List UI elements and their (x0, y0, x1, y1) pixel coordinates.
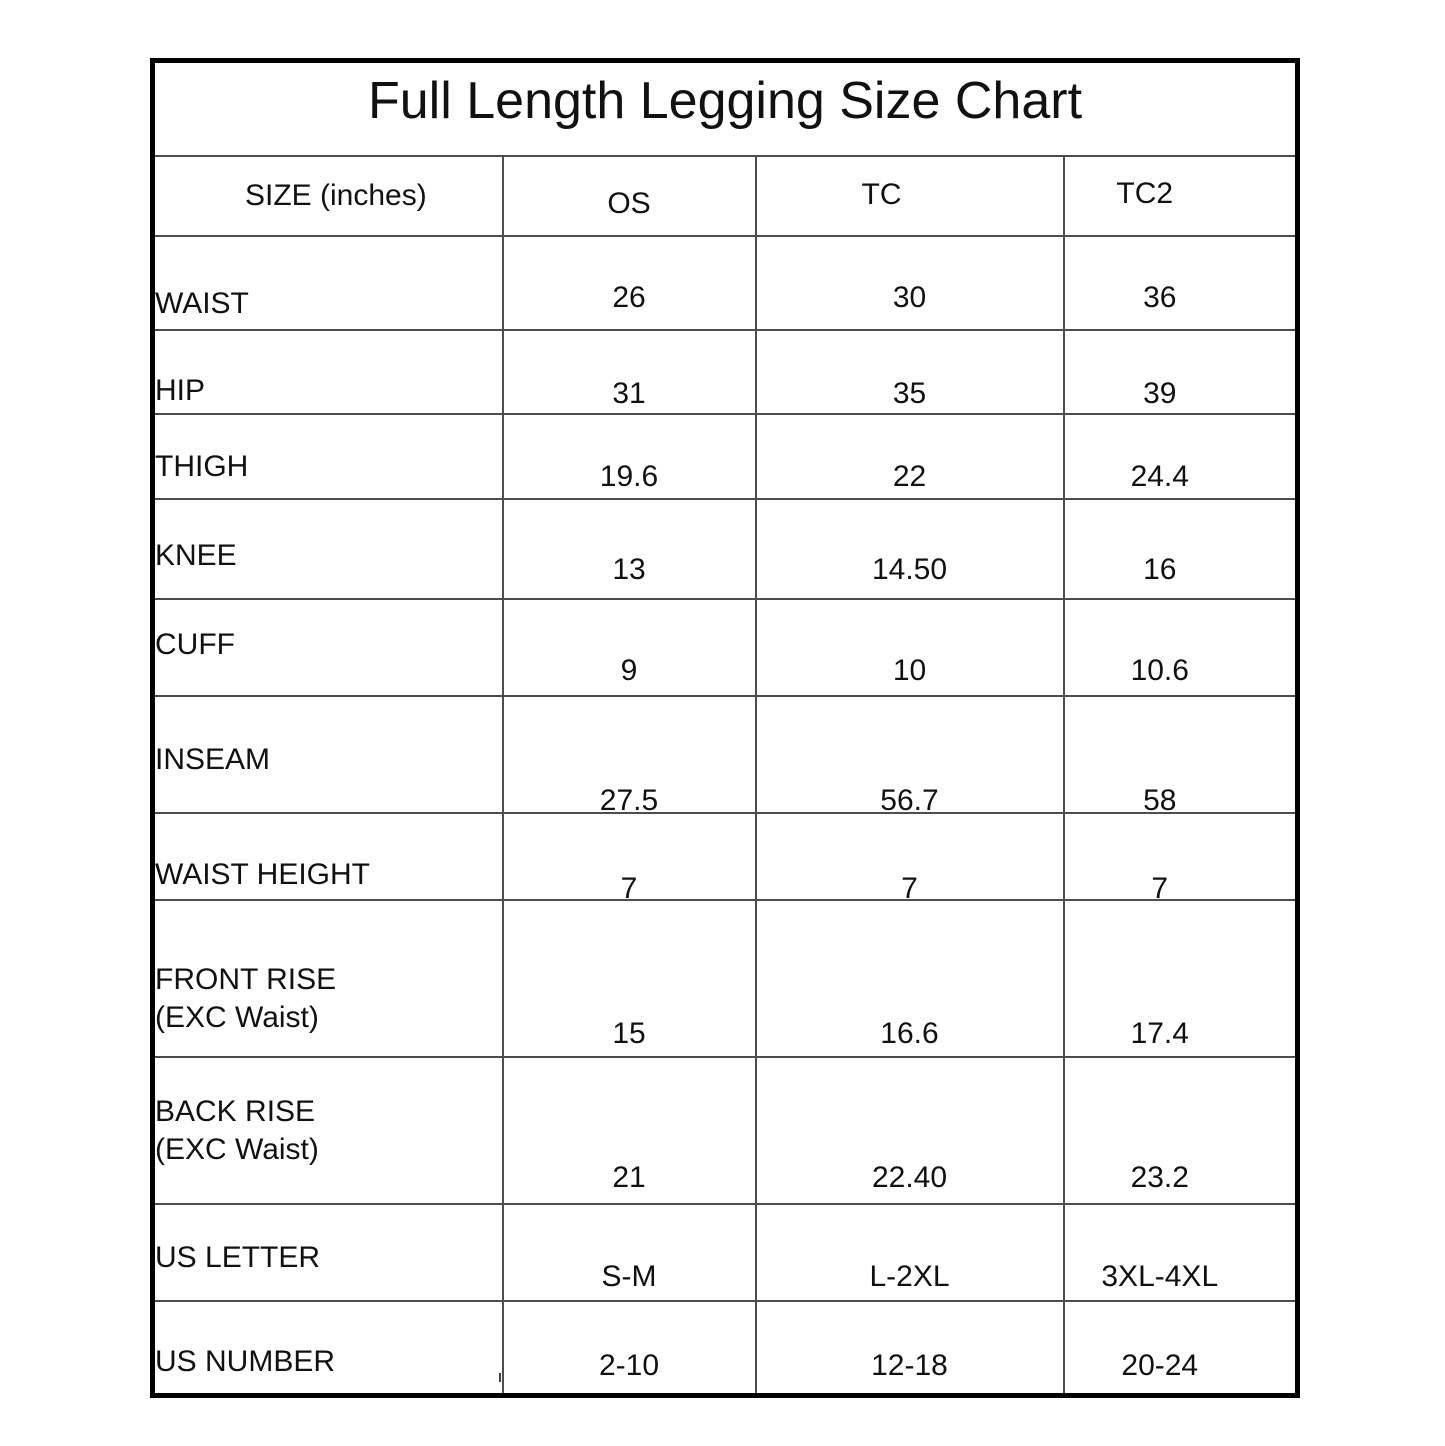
header-col-tc2: TC2 (1064, 156, 1298, 236)
cell-us-letter-tc2: 3XL-4XL (1064, 1204, 1298, 1301)
column-divider-tick (499, 1373, 501, 1382)
cell-front-rise-os: 15 (503, 900, 756, 1057)
cell-back-rise-tc: 22.40 (756, 1057, 1064, 1204)
table-row-hip (153, 330, 1298, 414)
table-row-us-number (153, 1301, 1298, 1396)
row-label-thigh: THIGH (153, 414, 503, 499)
row-label-us-number: US NUMBER (153, 1301, 503, 1396)
cell-hip-tc2: 39 (1064, 330, 1298, 414)
header-size-label: SIZE (inches) (245, 179, 427, 212)
cell-cuff-tc2: 10.6 (1064, 599, 1298, 696)
cell-knee-tc2: 16 (1064, 499, 1298, 599)
cell-waist-tc2: 36 (1064, 236, 1298, 330)
table-row-us-letter (153, 1204, 1298, 1301)
cell-us-letter-tc: L-2XL (756, 1204, 1064, 1301)
cell-waist-os: 26 (503, 236, 756, 330)
cell-front-rise-tc2: 17.4 (1064, 900, 1298, 1057)
cell-knee-tc: 14.50 (756, 499, 1064, 599)
cell-front-rise-tc: 16.6 (756, 900, 1064, 1057)
table-row-inseam (153, 696, 1298, 813)
cell-back-rise-tc2: 23.2 (1064, 1057, 1298, 1204)
cell-us-number-tc2: 20-24 (1064, 1301, 1298, 1396)
cell-waist-height-tc2: 7 (1064, 813, 1298, 900)
header-col-os: OS (503, 156, 756, 236)
row-label-hip: HIP (153, 330, 503, 414)
row-label-cuff: CUFF (153, 599, 503, 696)
title-row (153, 61, 1298, 157)
cell-cuff-tc: 10 (756, 599, 1064, 696)
header-size-label-cell (153, 156, 503, 236)
cell-waist-tc: 30 (756, 236, 1064, 330)
cell-us-number-tc: 12-18 (756, 1301, 1064, 1396)
table-row-front-rise (153, 900, 1298, 1057)
row-label-inseam: INSEAM (153, 696, 503, 813)
table-row-waist-height (153, 813, 1298, 900)
cell-hip-os: 31 (503, 330, 756, 414)
table-row-cuff (153, 599, 1298, 696)
row-label-knee: KNEE (153, 499, 503, 599)
row-label-waist-height: WAIST HEIGHT (153, 813, 503, 900)
cell-knee-os: 13 (503, 499, 756, 599)
cell-inseam-tc2: 58 (1064, 696, 1298, 813)
cell-waist-height-os: 7 (503, 813, 756, 900)
cell-thigh-os: 19.6 (503, 414, 756, 499)
cell-us-number-os: 2-10 (503, 1301, 756, 1396)
cell-thigh-tc2: 24.4 (1064, 414, 1298, 499)
chart-title: Full Length Legging Size Chart (368, 72, 1083, 130)
table-row-back-rise (153, 1057, 1298, 1204)
cell-waist-height-tc: 7 (756, 813, 1064, 900)
table-row-waist (153, 236, 1298, 330)
cell-hip-tc: 35 (756, 330, 1064, 414)
row-label-waist: WAIST (153, 236, 503, 330)
header-col-tc: TC (756, 156, 1064, 236)
row-label-back-rise: BACK RISE (EXC Waist) (153, 1057, 503, 1204)
row-label-us-letter: US LETTER (153, 1204, 503, 1301)
header-row (153, 156, 1298, 236)
cell-inseam-tc: 56.7 (756, 696, 1064, 813)
table-row-knee (153, 499, 1298, 599)
row-label-front-rise: FRONT RISE (EXC Waist) (153, 900, 503, 1057)
cell-back-rise-os: 21 (503, 1057, 756, 1204)
size-chart-table (150, 58, 1300, 1398)
cell-thigh-tc: 22 (756, 414, 1064, 499)
cell-cuff-os: 9 (503, 599, 756, 696)
cell-us-letter-os: S-M (503, 1204, 756, 1301)
chart-title-cell (153, 61, 1298, 157)
table-row-thigh (153, 414, 1298, 499)
cell-inseam-os: 27.5 (503, 696, 756, 813)
